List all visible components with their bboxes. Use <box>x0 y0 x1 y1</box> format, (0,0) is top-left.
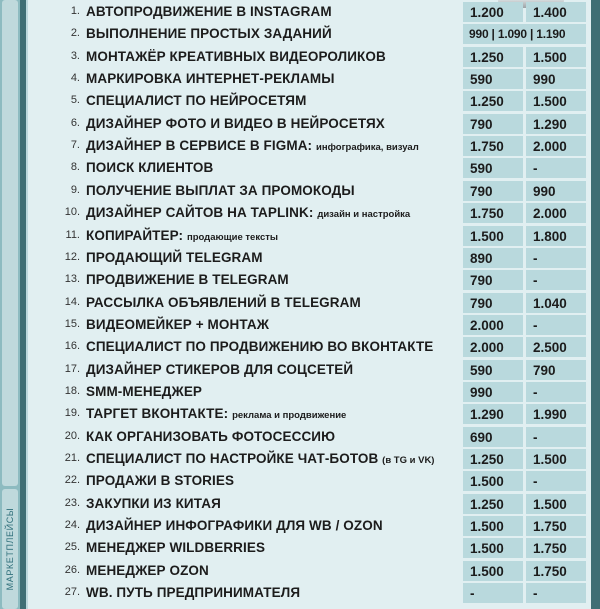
sidebar-strip-marketplaces <box>2 489 18 609</box>
item-name: ДИЗАЙНЕР ФОТО И ВИДЕО В НЕЙРОСЕТЯХ <box>86 115 385 131</box>
item-title <box>86 429 481 444</box>
item-note: продающие тексты <box>186 231 278 243</box>
item-number: 19. <box>64 407 80 420</box>
item-title <box>86 496 481 511</box>
item-name: МЕНЕДЖЕР OZON <box>86 562 209 578</box>
price-cell-1: - <box>463 583 523 603</box>
item-title <box>86 272 481 287</box>
price-cell-2: 990 <box>526 181 586 201</box>
price-cell-1: 1.250 <box>463 449 523 469</box>
price-cell-1: 1.500 <box>463 226 523 246</box>
list-item <box>28 360 591 380</box>
list-item <box>28 69 591 89</box>
item-number: 25. <box>64 541 80 554</box>
price-cell-2: 1.290 <box>526 114 586 134</box>
item-note: реклама и продвижение <box>232 410 347 422</box>
marketplaces-label: МАРКЕТПЛЕЙСЫ <box>5 507 15 591</box>
item-title <box>86 339 481 354</box>
item-title <box>86 317 481 332</box>
sidebar-strip-top <box>2 0 18 486</box>
list-item <box>28 136 591 156</box>
price-cell-2: 790 <box>526 360 586 380</box>
item-number: 9. <box>70 183 80 196</box>
item-name: КАК ОРГАНИЗОВАТЬ ФОТОСЕССИЮ <box>86 428 336 444</box>
price-cell-1: 790 <box>463 181 523 201</box>
price-cell-1: 1.250 <box>463 91 523 111</box>
item-number: 4. <box>70 72 80 85</box>
list-item <box>28 427 591 447</box>
item-name: ПРОДАЖИ В STORIES <box>86 473 235 489</box>
item-number: 22. <box>64 474 80 487</box>
list-item <box>28 404 591 424</box>
item-number: 27. <box>64 586 80 599</box>
item-title <box>86 563 481 578</box>
item-title <box>86 93 481 108</box>
price-cell-1: 890 <box>463 248 523 268</box>
list-item <box>28 538 591 558</box>
item-title <box>86 26 481 41</box>
price-cell-2: 2.000 <box>526 136 586 156</box>
list-item <box>28 24 591 44</box>
item-name: СПЕЦИАЛИСТ ПО ПРОДВИЖЕНИЮ ВО ВКОНТАКТЕ <box>86 339 434 355</box>
price-cell-1: 1.290 <box>463 404 523 424</box>
price-cell-2: - <box>526 248 586 268</box>
item-name: ПРОДАЮЩИЙ TELEGRAM <box>86 249 263 265</box>
item-name: ДИЗАЙНЕР САЙТОВ НА TAPLINK: <box>86 205 318 221</box>
item-name: ПРОДВИЖЕНИЕ В TELEGRAM <box>86 272 289 288</box>
item-title <box>86 451 481 466</box>
list-item <box>28 2 591 22</box>
item-number: 18. <box>64 384 80 397</box>
price-list-panel <box>26 0 591 609</box>
list-item <box>28 471 591 491</box>
item-name: КОПИРАЙТЕР: <box>86 227 187 243</box>
price-cell-2: 1.800 <box>526 226 586 246</box>
list-item <box>28 226 591 246</box>
price-cell-2: 1.500 <box>526 47 586 67</box>
price-cell-1: 1.250 <box>463 494 523 514</box>
price-cell-2: 2.500 <box>526 337 586 357</box>
item-number: 11. <box>65 228 80 241</box>
item-number: 7. <box>70 139 80 152</box>
price-cell-1: 790 <box>463 114 523 134</box>
list-item <box>28 47 591 67</box>
list-item <box>28 203 591 223</box>
price-cell-2: 1.040 <box>526 293 586 313</box>
price-cell-1: 990 <box>463 382 523 402</box>
price-cell-2: 1.500 <box>526 91 586 111</box>
item-title <box>86 406 481 421</box>
item-name: SMM-МЕНЕДЖЕР <box>86 383 203 399</box>
price-cell-1: 1.200 <box>463 2 523 22</box>
item-number: 16. <box>64 340 80 353</box>
price-cell-1: 1.500 <box>463 516 523 536</box>
item-name: ПОЛУЧЕНИЕ ВЫПЛАТ ЗА ПРОМОКОДЫ <box>86 182 355 198</box>
price-cell-1: 790 <box>463 270 523 290</box>
item-name: РАССЫЛКА ОБЪЯВЛЕНИЙ В TELEGRAM <box>86 294 361 310</box>
item-number: 1. <box>70 5 80 17</box>
item-name: СПЕЦИАЛИСТ ПО НЕЙРОСЕТЯМ <box>86 93 307 109</box>
item-number: 12. <box>64 250 80 263</box>
list-item <box>28 315 591 335</box>
item-title <box>86 540 481 555</box>
item-number: 13. <box>64 273 80 286</box>
price-cell-2: 1.500 <box>526 494 586 514</box>
price-cell-1: 2.000 <box>463 337 523 357</box>
item-name: ДИЗАЙНЕР ИНФОГРАФИКИ ДЛЯ WB / OZON <box>86 518 383 534</box>
item-number: 20. <box>64 429 80 442</box>
price-cell-1: 2.000 <box>463 315 523 335</box>
price-cell-2: 1.400 <box>526 2 586 22</box>
list-item <box>28 494 591 514</box>
list-item <box>28 270 591 290</box>
item-note: инфографика, визуал <box>316 142 419 154</box>
item-number: 10. <box>64 206 80 219</box>
price-cell-1: 590 <box>463 69 523 89</box>
item-number: 26. <box>64 563 80 576</box>
item-note: дизайн и настройка <box>317 209 411 221</box>
list-item <box>28 248 591 268</box>
item-name: СПЕЦИАЛИСТ ПО НАСТРОЙКЕ ЧАТ-БОТОВ <box>86 451 383 466</box>
list-item <box>28 382 591 402</box>
price-cell-1: 1.500 <box>463 538 523 558</box>
price-cell-1: 1.750 <box>463 203 523 223</box>
item-name: ВИДЕОМЕЙКЕР + МОНТАЖ <box>86 316 270 332</box>
price-cell-1: 790 <box>463 293 523 313</box>
item-name: МЕНЕДЖЕР WILDBERRIES <box>86 540 266 556</box>
item-name: WB. ПУТЬ ПРЕДПРИНИМАТЕЛЯ <box>86 585 301 601</box>
item-title <box>86 71 481 86</box>
item-title <box>86 183 481 198</box>
price-cell-1: 590 <box>463 158 523 178</box>
price-cell-2: - <box>526 382 586 402</box>
item-title <box>86 362 481 377</box>
item-number: 24. <box>64 519 80 532</box>
price-cell-2: 1.990 <box>526 404 586 424</box>
price-cell-1: 590 <box>463 360 523 380</box>
price-cell-1: 990 | 1.090 | 1.190 <box>463 24 586 44</box>
item-number: 23. <box>64 496 80 509</box>
item-title <box>86 585 481 600</box>
item-title <box>86 205 481 220</box>
item-number: 8. <box>70 161 80 174</box>
price-cell-1: 1.500 <box>463 471 523 491</box>
list-item <box>28 516 591 536</box>
item-name: ЗАКУПКИ ИЗ КИТАЯ <box>86 495 221 511</box>
item-number: 15. <box>64 317 80 330</box>
item-title <box>86 295 481 310</box>
price-cell-2: 1.500 <box>526 449 586 469</box>
item-name: АВТОПРОДВИЖЕНИЕ В INSTAGRAM <box>86 4 332 19</box>
price-cell-2: - <box>526 471 586 491</box>
price-cell-1: 690 <box>463 427 523 447</box>
price-cell-2: 990 <box>526 69 586 89</box>
item-title <box>86 116 481 131</box>
item-title <box>86 384 481 399</box>
item-number: 6. <box>70 116 80 129</box>
price-cell-1: 1.750 <box>463 136 523 156</box>
price-cell-1: 1.500 <box>463 561 523 581</box>
list-item <box>28 181 591 201</box>
item-title <box>86 250 481 265</box>
item-name: МОНТАЖЁР КРЕАТИВНЫХ ВИДЕОРОЛИКОВ <box>86 48 386 64</box>
item-name: МАРКИРОВКА ИНТЕРНЕТ-РЕКЛАМЫ <box>86 71 335 87</box>
item-number: 14. <box>64 295 80 308</box>
price-cell-2: - <box>526 583 586 603</box>
price-cell-2: - <box>526 427 586 447</box>
price-cell-2: - <box>526 315 586 335</box>
item-number: 21. <box>64 452 80 464</box>
list-item <box>28 293 591 313</box>
item-number: 17. <box>64 362 80 375</box>
item-name: ТАРГЕТ ВКОНТАКТЕ: <box>86 406 233 422</box>
item-name: ДИЗАЙНЕР В СЕРВИСЕ В FIGMA: <box>86 138 316 154</box>
item-title <box>86 49 481 64</box>
item-name: ВЫПОЛНЕНИЕ ПРОСТЫХ ЗАДАНИЙ <box>86 26 332 42</box>
list-item <box>28 561 591 581</box>
price-cell-2: - <box>526 158 586 178</box>
item-number: 3. <box>70 49 80 62</box>
price-cell-1: 1.250 <box>463 47 523 67</box>
price-cell-2: 2.000 <box>526 203 586 223</box>
list-item <box>28 91 591 111</box>
item-number: 2. <box>70 27 80 40</box>
list-item <box>28 114 591 134</box>
item-title <box>86 4 481 19</box>
item-title <box>86 518 481 533</box>
list-item <box>28 158 591 178</box>
item-name: ПОИСК КЛИЕНТОВ <box>86 160 214 176</box>
price-cell-2: 1.750 <box>526 516 586 536</box>
item-note: (в TG и VK) <box>382 455 435 466</box>
item-number: 5. <box>70 94 80 107</box>
price-cell-2: 1.750 <box>526 538 586 558</box>
item-title <box>86 160 481 175</box>
price-cell-2: 1.750 <box>526 561 586 581</box>
item-title <box>86 138 481 153</box>
left-sidebar <box>0 0 20 609</box>
list-item <box>28 583 591 603</box>
item-name: ДИЗАЙНЕР СТИКЕРОВ ДЛЯ СОЦСЕТЕЙ <box>86 361 354 377</box>
item-title <box>86 228 481 243</box>
item-title <box>86 473 481 488</box>
list-item <box>28 449 591 469</box>
price-cell-2: - <box>526 270 586 290</box>
list-item <box>28 337 591 357</box>
